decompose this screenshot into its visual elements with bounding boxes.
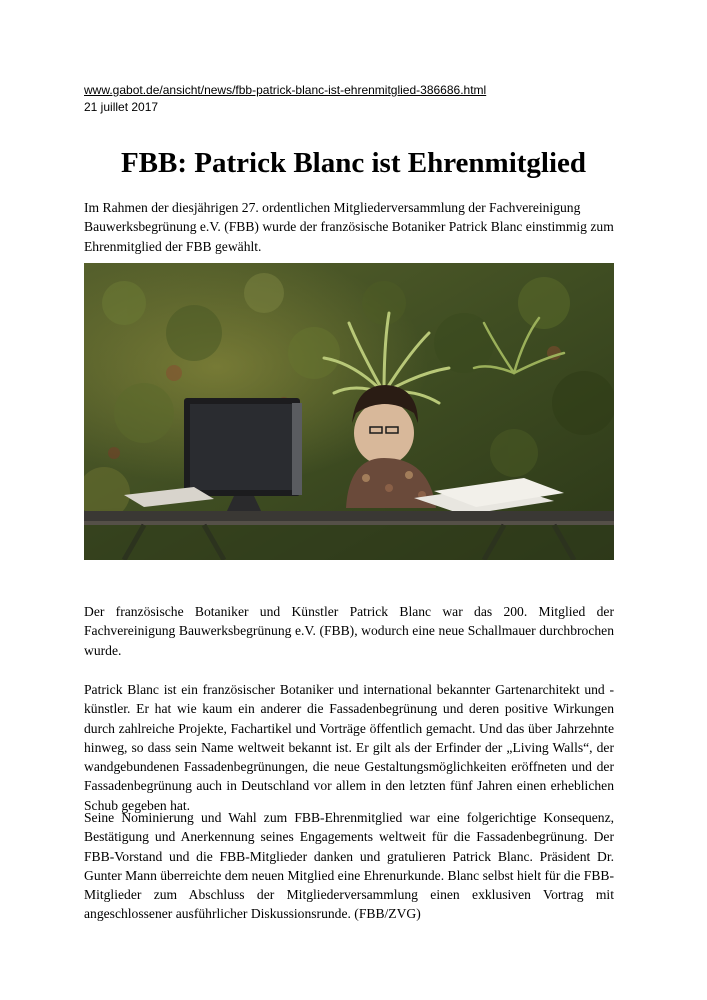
- source-url-link[interactable]: www.gabot.de/ansicht/news/fbb-patrick-blanc-ist-ehrenmitglied-386686.html: [84, 83, 487, 97]
- article-photo: [84, 263, 614, 560]
- publication-date: 21 juillet 2017: [84, 100, 159, 114]
- article-paragraph: Seine Nominierung und Wahl zum FBB-Ehrenmitglied war eine folgerichtige Konsequenz, Bestätigung und Anerkennung seines Engagements weltweit für die Fassadenbegrünung. Der FBB-Vorstand und die FBB-Mitglieder danken und gratulieren Patrick Blanc. Präsident Dr. Gunter Mann überreichte dem neuen Mitglied eine Ehrenurkunde. Blanc selbst hielt für die FBB-Mitglieder zum Abschluss der Mitgliederversammlung einen exklusiven Vortrag mit angeschlossener ausführlicher Diskussionsrunde. (FBB/ZVG): [84, 810, 615, 922]
- article-intro: Im Rahmen der diesjährigen 27. ordentlichen Mitgliederversammlung der Fachvereinigung Bauwerksbegrünung e.V. (FBB) wurde der französische Botaniker Patrick Blanc einstimmig zum Ehrenmitglied der FBB gewählt.: [84, 200, 614, 254]
- article-paragraph: Der französische Botaniker und Künstler Patrick Blanc war das 200. Mitglied der Fachvereinigung Bauwerksbegrünung e.V. (FBB), wodurch eine neue Schallmauer durchbrochen wurde.: [84, 604, 614, 658]
- article-title: FBB: Patrick Blanc ist Ehrenmitglied: [120, 147, 587, 179]
- article-paragraph: Patrick Blanc ist ein französischer Botaniker und international bekannter Gartenarchitekt und -künstler. Er hat wie kaum ein anderer die Fassadenbegrünung und deren positive Wirkungen durch zahlreiche Projekte, Fachartikel und Vorträge öffentlich gemacht. Und das über Jahrzehnte hinweg, so dass sein Name weltweit bekannt ist. Er gilt als der Erfinder der „Living Walls“, der wandgebundenen Fassadenbegrünungen, die neue Gestaltungsmöglichkeiten eröffneten und der Fassadenbegrünung auch in Deutschland vor allem in den letzten fünf Jahren einen erheblichen Schub gegeben hat.: [84, 682, 614, 813]
